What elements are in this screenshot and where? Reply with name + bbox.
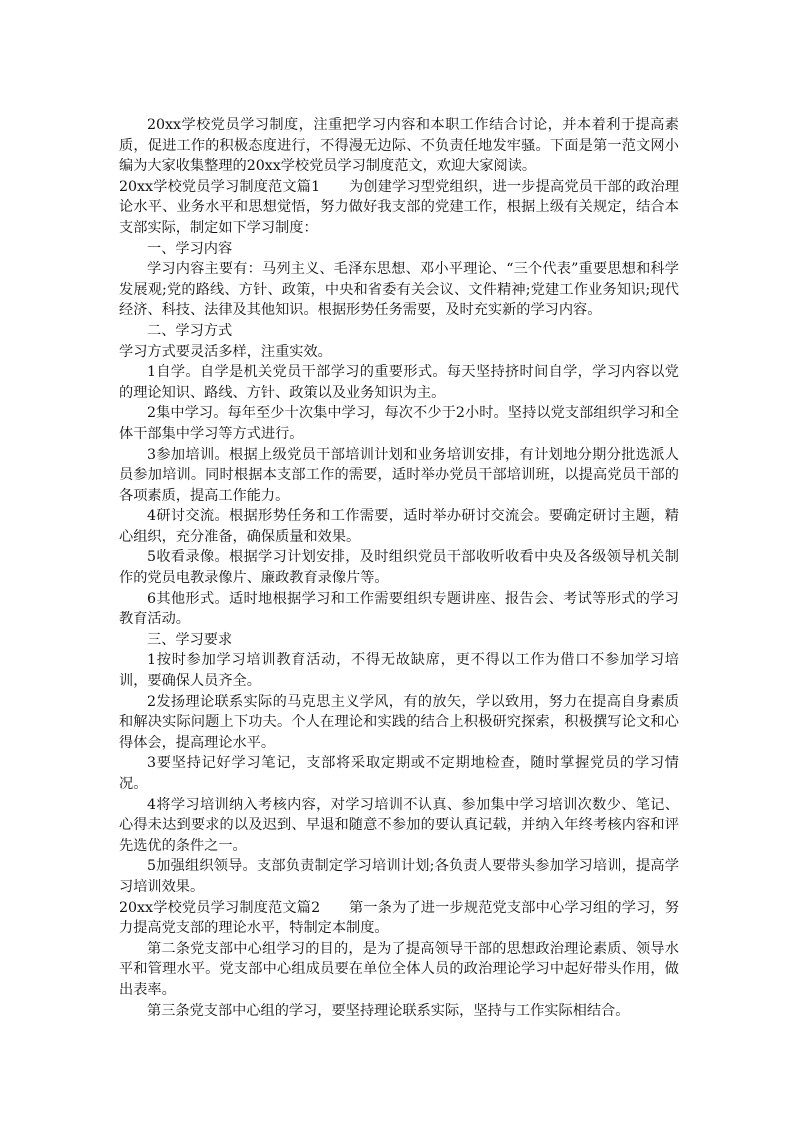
requirement-item-4: 4将学习培训纳入考核内容，对学习培训不认真、参加集中学习培训次数少、笔记、心得未达到要求的以及迟到、早退和随意不参加的要认真记载，并纳入年终考核内容和评先选优的条件之一。	[119, 796, 679, 854]
requirement-item-5: 5加强组织领导。支部负责制定学习培训计划;各负责人要带头参加学习培训，提高学习培训效果。	[119, 858, 679, 895]
method-item-3: 3参加培训。根据上级党员干部培训计划和业务培训安排，有计划地分期分批选派人员参加培训。同时根据本支部工作的需要，适时举办党员干部培训班，以提高党员干部的各项素质，提高工作能力。	[119, 446, 679, 504]
content-paragraph: 学习内容主要有：马列主义、毛泽东思想、邓小平理论、“三个代表”重要思想和科学发展观;党的路线、方针、政策，中央和省委有关会议、文件精神;党建工作业务知识;现代经济、科技、法律及其他知识。根据形势任务需要，及时充实新的学习内容。	[119, 261, 679, 319]
method-item-5: 5收看录像。根据学习计划安排，及时组织党员干部收听收看中央及各级领导机关制作的党员电教录像片、廉政教育录像片等。	[119, 549, 679, 587]
section-heading-method: 二、学习方式	[147, 322, 233, 339]
article-2-heading-paragraph: 20xx学校党员学习制度范文篇2 第一条为了进一步规范党支部中心学习组的学习，努力提高党支部的理论水平，特制定本制度。	[119, 899, 679, 937]
article-1-heading-paragraph: 20xx学校党员学习制度范文篇1 为创建学习型党组织，进一步提高党员干部的政治理论水平、业务水平和思想觉悟，努力做好我支部的党建工作，根据上级有关规定，结合本支部实际，制定如下学习制度：	[119, 178, 679, 236]
requirement-item-1: 1按时参加学习培训教育活动，不得无故缺席，更不得以工作为借口不参加学习培训，要确保人员齐全。	[119, 652, 679, 690]
intro-paragraph: 20xx学校党员学习制度，注重把学习内容和本职工作结合讨论，并本着利于提高素质，促进工作的积极态度进行，不得漫无边际、不负责任地发牢骚。下面是第一范文网小编为大家收集整理的20xx学校党员学习制度范文，欢迎大家阅读。	[119, 117, 679, 175]
article-2-clause-3: 第三条党支部中心组的学习，要坚持理论联系实际，坚持与工作实际相结合。	[147, 1002, 630, 1019]
section-heading-requirements: 三、学习要求	[147, 631, 233, 648]
document-body	[119, 115, 679, 1021]
method-item-4: 4研讨交流。根据形势任务和工作需要，适时举办研讨交流会。要确定研讨主题，精心组织，充分准备，确保质量和效果。	[119, 508, 679, 545]
method-intro-paragraph: 学习方式要灵活多样，注重实效。	[119, 343, 332, 360]
method-item-6: 6其他形式。适时地根据学习和工作需要组织专题讲座、报告会、考试等形式的学习教育活动。	[119, 590, 679, 628]
article-2-clause-2: 第二条党支部中心组学习的目的，是为了提高领导干部的思想政治理论素质、领导水平和管理水平。党支部中心组成员要在单位全体人员的政治理论学习中起好带头作用，做出表率。	[119, 940, 679, 998]
method-item-2: 2集中学习。每年至少十次集中学习，每次不少于2小时。坚持以党支部组织学习和全体干部集中学习等方式进行。	[119, 405, 679, 442]
requirement-item-3: 3要坚持记好学习笔记，支部将采取定期或不定期地检查，随时掌握党员的学习情况。	[119, 755, 679, 792]
section-heading-content: 一、学习内容	[147, 240, 233, 257]
method-item-1: 1自学。自学是机关党员干部学习的重要形式。每天坚持挤时间自学，学习内容以党的理论知识、路线、方针、政策以及业务知识为主。	[119, 364, 679, 401]
requirement-item-2: 2发扬理论联系实际的马克思主义学风，有的放矢，学以致用，努力在提高自身素质和解决实际问题上下功夫。个人在理论和实践的结合上积极研究探索，积极撰写论文和心得体会，提高理论水平。	[119, 693, 679, 751]
